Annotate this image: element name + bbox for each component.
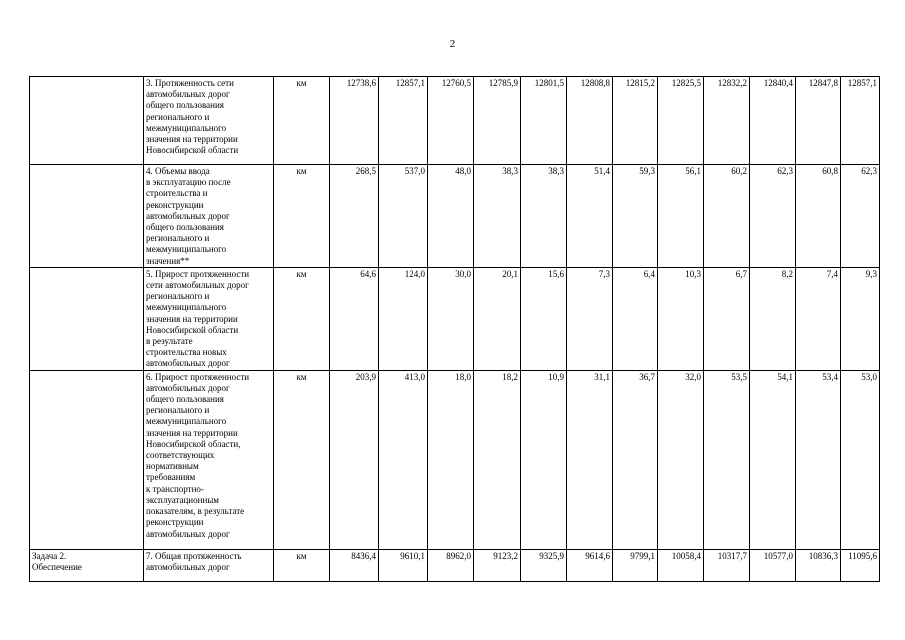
value-cell: 10058,4 bbox=[658, 549, 704, 581]
value-cell: 124,0 bbox=[379, 267, 428, 370]
value-cell: 11095,6 bbox=[841, 549, 880, 581]
task-cell bbox=[30, 267, 144, 370]
value-cell: 53,0 bbox=[841, 370, 880, 549]
value-cell: 12801,5 bbox=[521, 77, 567, 165]
task-cell bbox=[30, 370, 144, 549]
value-cell: 64,6 bbox=[330, 267, 379, 370]
value-cell: 12738,6 bbox=[330, 77, 379, 165]
value-cell: 56,1 bbox=[658, 165, 704, 268]
unit-cell: км bbox=[274, 267, 330, 370]
value-cell: 8962,0 bbox=[428, 549, 474, 581]
value-cell: 30,0 bbox=[428, 267, 474, 370]
value-cell: 59,3 bbox=[613, 165, 658, 268]
indicator-cell: 7. Общая протяженность автомобильных дорог bbox=[144, 549, 274, 581]
value-cell: 12785,9 bbox=[474, 77, 521, 165]
value-cell: 18,0 bbox=[428, 370, 474, 549]
value-cell: 413,0 bbox=[379, 370, 428, 549]
unit-cell: км bbox=[274, 549, 330, 581]
table-row bbox=[30, 370, 880, 549]
indicator-cell: 6. Прирост протяженности автомобильных дорог общего пользования регионального и межмуниципального значения на территории Новосибирской области, соответствующих нормативным требованиям к транспортно- эксплуатационным показателям, в результате реконструкции автомобильных дорог bbox=[144, 370, 274, 549]
indicators-table bbox=[29, 76, 880, 582]
task-cell bbox=[30, 77, 144, 165]
value-cell: 51,4 bbox=[567, 165, 613, 268]
table-row bbox=[30, 165, 880, 268]
value-cell: 54,1 bbox=[750, 370, 796, 549]
value-cell: 18,2 bbox=[474, 370, 521, 549]
value-cell: 12760,5 bbox=[428, 77, 474, 165]
value-cell: 20,1 bbox=[474, 267, 521, 370]
value-cell: 53,4 bbox=[796, 370, 841, 549]
value-cell: 9614,6 bbox=[567, 549, 613, 581]
value-cell: 12847,8 bbox=[796, 77, 841, 165]
value-cell: 36,7 bbox=[613, 370, 658, 549]
value-cell: 12857,1 bbox=[379, 77, 428, 165]
table-row bbox=[30, 77, 880, 165]
value-cell: 12857,1 bbox=[841, 77, 880, 165]
value-cell: 48,0 bbox=[428, 165, 474, 268]
value-cell: 31,1 bbox=[567, 370, 613, 549]
page-number: 2 bbox=[449, 38, 456, 50]
value-cell: 537,0 bbox=[379, 165, 428, 268]
value-cell: 60,2 bbox=[704, 165, 750, 268]
task-cell: Задача 2. Обеспечение bbox=[30, 549, 144, 581]
value-cell: 10,9 bbox=[521, 370, 567, 549]
value-cell: 203,9 bbox=[330, 370, 379, 549]
value-cell: 9,3 bbox=[841, 267, 880, 370]
value-cell: 53,5 bbox=[704, 370, 750, 549]
value-cell: 10577,0 bbox=[750, 549, 796, 581]
value-cell: 6,7 bbox=[704, 267, 750, 370]
value-cell: 8436,4 bbox=[330, 549, 379, 581]
value-cell: 12840,4 bbox=[750, 77, 796, 165]
task-cell bbox=[30, 165, 144, 268]
indicator-cell: 3. Протяженность сети автомобильных дорог общего пользования регионального и межмуниципального значения на территории Новосибирской области bbox=[144, 77, 274, 165]
value-cell: 60,8 bbox=[796, 165, 841, 268]
value-cell: 6,4 bbox=[613, 267, 658, 370]
value-cell: 12832,2 bbox=[704, 77, 750, 165]
value-cell: 9799,1 bbox=[613, 549, 658, 581]
value-cell: 62,3 bbox=[841, 165, 880, 268]
value-cell: 9325,9 bbox=[521, 549, 567, 581]
value-cell: 32,0 bbox=[658, 370, 704, 549]
value-cell: 10,3 bbox=[658, 267, 704, 370]
value-cell: 9610,1 bbox=[379, 549, 428, 581]
value-cell: 12815,2 bbox=[613, 77, 658, 165]
value-cell: 268,5 bbox=[330, 165, 379, 268]
value-cell: 9123,2 bbox=[474, 549, 521, 581]
value-cell: 12808,8 bbox=[567, 77, 613, 165]
value-cell: 12825,5 bbox=[658, 77, 704, 165]
unit-cell: км bbox=[274, 370, 330, 549]
table-row bbox=[30, 549, 880, 581]
value-cell: 7,4 bbox=[796, 267, 841, 370]
value-cell: 62,3 bbox=[750, 165, 796, 268]
value-cell: 8,2 bbox=[750, 267, 796, 370]
value-cell: 7,3 bbox=[567, 267, 613, 370]
unit-cell: км bbox=[274, 165, 330, 268]
value-cell: 15,6 bbox=[521, 267, 567, 370]
unit-cell: км bbox=[274, 77, 330, 165]
value-cell: 10317,7 bbox=[704, 549, 750, 581]
value-cell: 38,3 bbox=[474, 165, 521, 268]
value-cell: 10836,3 bbox=[796, 549, 841, 581]
indicator-cell: 5. Прирост протяженности сети автомобильных дорог регионального и межмуниципального значения на территории Новосибирской области в результате строительства новых автомобильных дорог bbox=[144, 267, 274, 370]
indicator-cell: 4. Объемы ввода в эксплуатацию после строительства и реконструкции автомобильных дорог общего пользования регионального и межмуниципального значения** bbox=[144, 165, 274, 268]
value-cell: 38,3 bbox=[521, 165, 567, 268]
table-row bbox=[30, 267, 880, 370]
